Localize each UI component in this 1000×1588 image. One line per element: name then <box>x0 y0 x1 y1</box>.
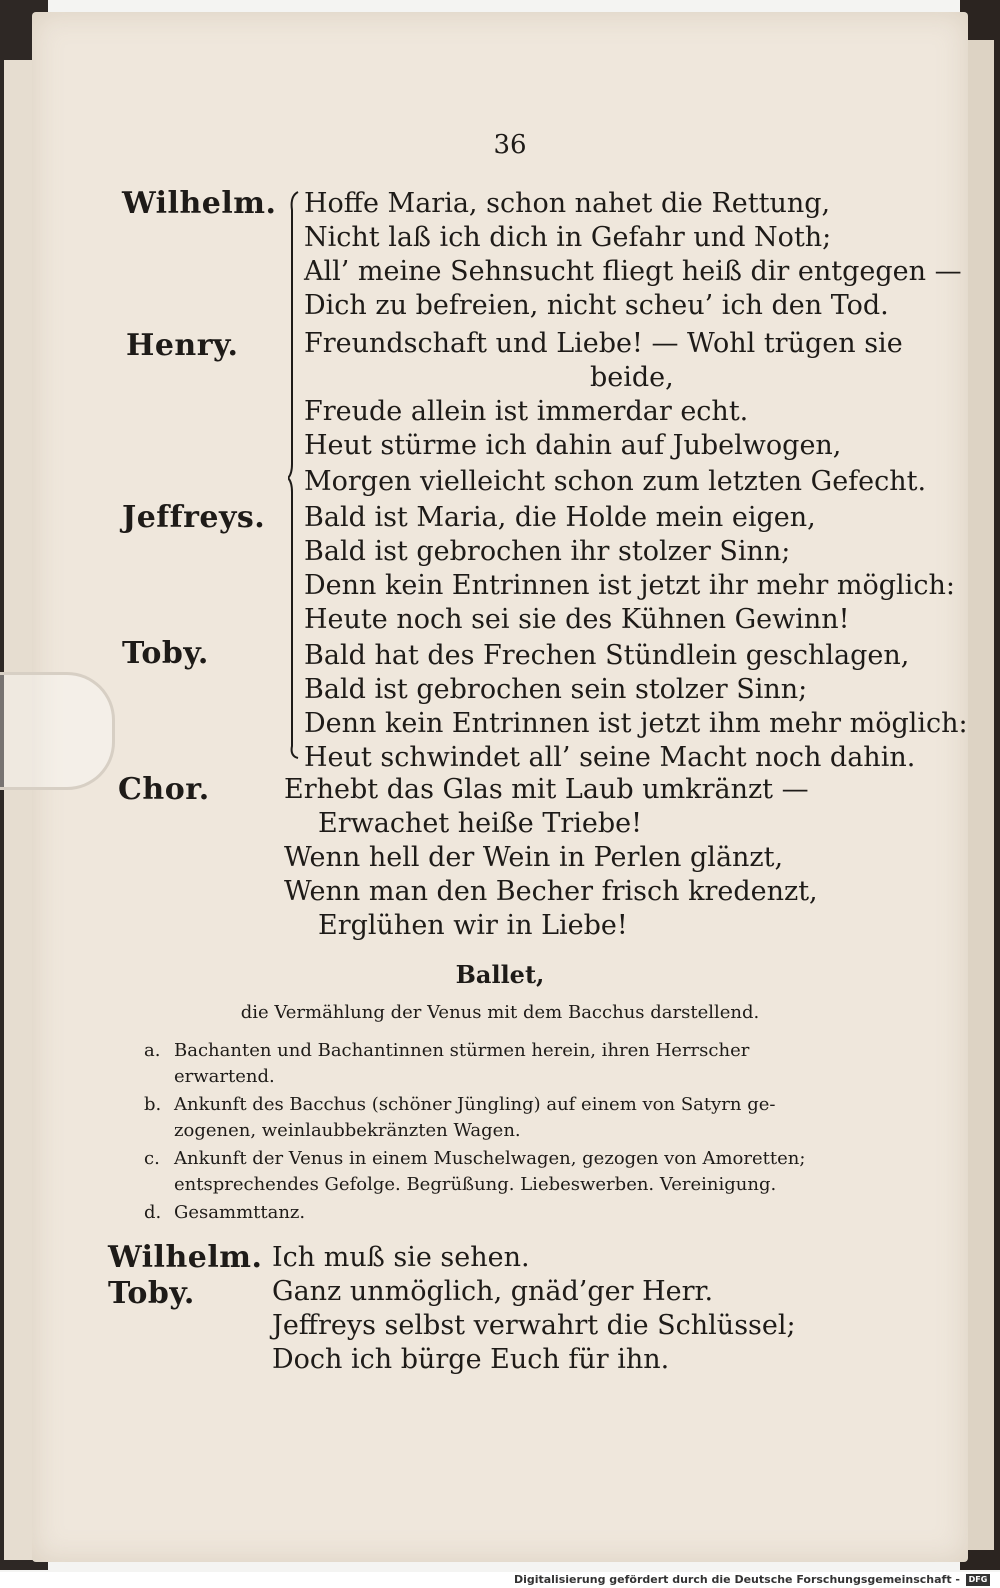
page-number: 36 <box>493 130 527 160</box>
ballet-item-text: Bachanten und Bachantinnen stürmen herein, ihren Herrscher <box>174 1040 750 1061</box>
dfg-logo: DFG <box>966 1574 990 1586</box>
ballet-item-text: erwartend. <box>174 1066 275 1087</box>
verse-line: Bald ist Maria, die Holde mein eigen, <box>304 502 816 533</box>
ballet-item-text: Ankunft des Bacchus (schöner Jüngling) auf einem von Satyrn ge- <box>174 1094 776 1115</box>
speaker-jeffreys: Jeffreys. <box>122 500 266 535</box>
dialogue-line: Ich muß sie sehen. <box>272 1242 530 1273</box>
ballet-item-label: b. <box>144 1094 162 1115</box>
verse-line: Dich zu befreien, nicht scheu’ ich den Tod. <box>304 290 889 321</box>
speaker-wilhelm: Wilhelm. <box>108 1240 263 1275</box>
verse-line: Nicht laß ich dich in Gefahr und Noth; <box>304 222 832 253</box>
chorus-line: Erwachet heiße Triebe! <box>318 808 642 839</box>
chorus-line: Erglühen wir in Liebe! <box>318 910 628 941</box>
verse-line: Heut schwindet all’ seine Macht noch dahin. <box>304 742 916 773</box>
verse-line: beide, <box>590 362 674 393</box>
verse-line: Freude allein ist immerdar echt. <box>304 396 749 427</box>
verse-line: Heut stürme ich dahin auf Jubelwogen, <box>304 430 842 461</box>
footer-bar <box>0 1572 1000 1588</box>
verse-line: Denn kein Entrinnen ist jetzt ihr mehr möglich: <box>304 570 955 601</box>
dialogue-line: Doch ich bürge Euch für ihn. <box>272 1344 670 1375</box>
brace-bracket <box>288 190 300 760</box>
ballet-item-text: Gesammttanz. <box>174 1202 306 1223</box>
chorus-line: Wenn hell der Wein in Perlen glänzt, <box>284 842 784 873</box>
speaker-wilhelm: Wilhelm. <box>122 186 277 221</box>
speaker-toby: Toby. <box>108 1276 195 1311</box>
speaker-toby: Toby. <box>122 636 209 671</box>
page-clip <box>0 672 115 790</box>
verse-line: Hoffe Maria, schon nahet die Rettung, <box>304 188 831 219</box>
verse-line: Bald ist gebrochen ihr stolzer Sinn; <box>304 536 791 567</box>
adjacent-page-edge <box>964 40 994 1550</box>
dialogue-line: Ganz unmöglich, gnäd’ger Herr. <box>272 1276 714 1307</box>
footer-credit: Digitalisierung gefördert durch die Deutsche Forschungsgemeinschaft - <box>513 1573 960 1586</box>
verse-line: All’ meine Sehnsucht fliegt heiß dir entgegen — <box>304 256 962 287</box>
ballet-item-label: c. <box>144 1148 160 1169</box>
ballet-title: Ballet, <box>455 960 545 989</box>
verse-line: Morgen vielleicht schon zum letzten Gefecht. <box>304 466 927 497</box>
ballet-item-text: zogenen, weinlaubbekränzten Wagen. <box>174 1120 521 1141</box>
verse-line: Heute noch sei sie des Kühnen Gewinn! <box>304 604 850 635</box>
chorus-line: Erhebt das Glas mit Laub umkränzt — <box>284 774 809 805</box>
verse-line: Bald hat des Frechen Stündlein geschlagen, <box>304 640 910 671</box>
ballet-item-label: d. <box>144 1202 162 1223</box>
speaker-chor: Chor. <box>118 772 210 807</box>
ballet-item-text: entsprechendes Gefolge. Begrüßung. Liebeswerben. Vereinigung. <box>174 1174 777 1195</box>
verse-line: Denn kein Entrinnen ist jetzt ihm mehr möglich: <box>304 708 968 739</box>
speaker-henry: Henry. <box>126 328 239 363</box>
dialogue-line: Jeffreys selbst verwahrt die Schlüssel; <box>272 1310 796 1341</box>
chorus-line: Wenn man den Becher frisch kredenzt, <box>284 876 818 907</box>
verse-line: Freundschaft und Liebe! — Wohl trügen sie <box>304 328 903 359</box>
ballet-item-label: a. <box>144 1040 161 1061</box>
verse-line: Bald ist gebrochen sein stolzer Sinn; <box>304 674 808 705</box>
ballet-item-text: Ankunft der Venus in einem Muschelwagen, gezogen von Amoretten; <box>174 1148 806 1169</box>
ballet-subtitle: die Vermählung der Venus mit dem Bacchus darstellend. <box>240 1002 760 1023</box>
